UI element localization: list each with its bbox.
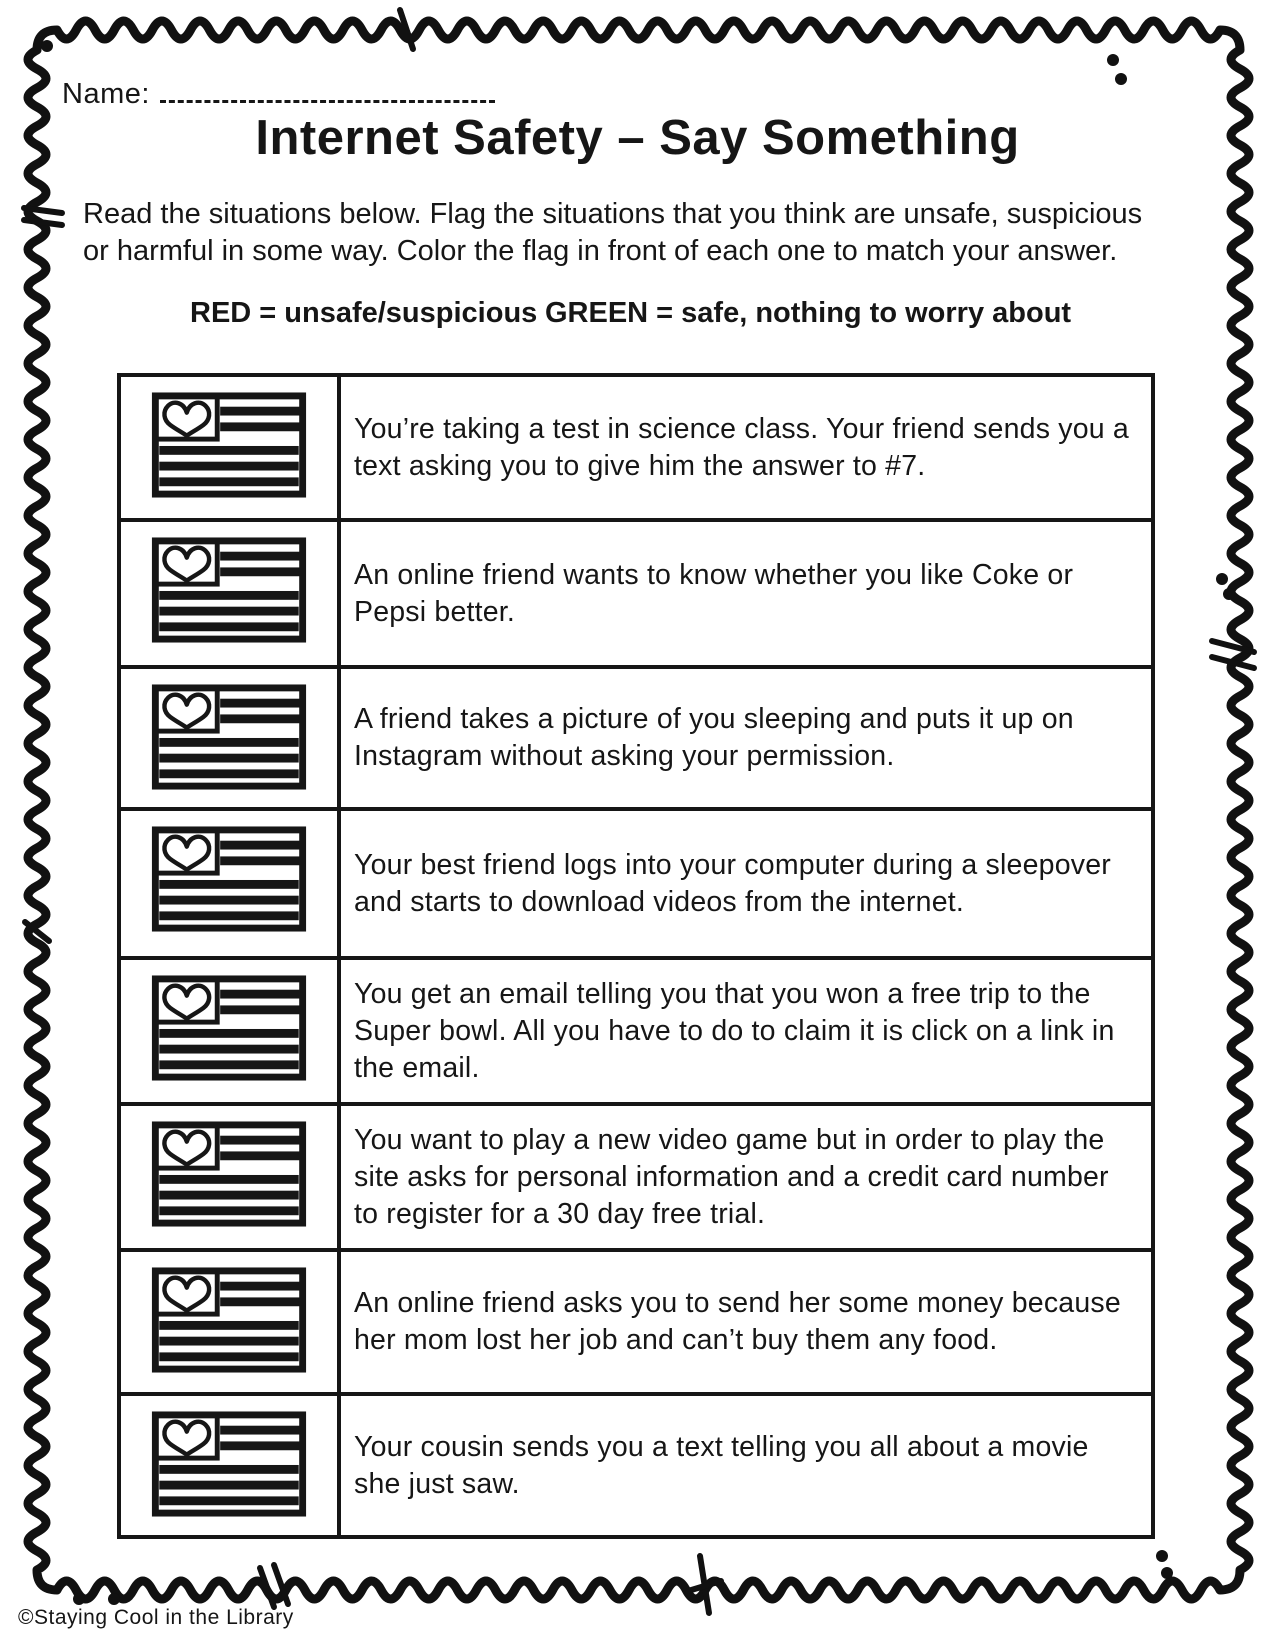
table-row [119,667,1153,809]
name-input-blank[interactable] [160,76,495,103]
heart-flag-icon[interactable] [150,391,308,499]
flag-cell [119,667,339,809]
situation-text: You want to play a new video game but in order to play the site asks for personal information and a credit card number to register for a 30 day free trial. [339,1104,1153,1250]
table-row [119,520,1153,667]
color-legend [0,297,1275,337]
heart-flag-icon[interactable] [150,536,308,644]
table-row [119,809,1153,958]
situation-text: An online friend wants to know whether you like Coke or Pepsi better. [339,520,1153,667]
flag-cell [119,1250,339,1394]
table-row [119,1104,1153,1250]
flag-cell [119,520,339,667]
situations-table [117,373,1155,1539]
legend-green: GREEN = safe, nothing to worry about [545,297,1072,329]
table-row [119,1394,1153,1537]
heart-flag-icon[interactable] [150,1410,308,1518]
heart-flag-icon[interactable] [150,1120,308,1228]
heart-flag-icon[interactable] [150,1266,308,1374]
situation-text: Your best friend logs into your computer during a sleepover and starts to download videos from the internet. [339,809,1153,958]
footer-credit: ©Staying Cool in the Library [18,1606,294,1629]
flag-cell [119,809,339,958]
heart-flag-icon[interactable] [150,825,308,933]
heart-flag-icon[interactable] [150,974,308,1082]
name-row [62,76,495,111]
table-row [119,958,1153,1104]
flag-cell [119,958,339,1104]
flag-cell [119,1104,339,1250]
situation-text: You get an email telling you that you won a free trip to the Super bowl. All you have to do to claim it is click on a link in the email. [339,958,1153,1104]
flag-cell [119,375,339,520]
name-label: Name: [62,78,150,110]
table-row [119,375,1153,520]
situation-text: A friend takes a picture of you sleeping and puts it up on Instagram without asking your permission. [339,667,1153,809]
table-row [119,1250,1153,1394]
situation-text: An online friend asks you to send her some money because her mom lost her job and can’t buy them any food. [339,1250,1153,1394]
legend-red: RED = unsafe/suspicious [190,297,538,329]
page-title: Internet Safety – Say Something [255,111,1020,165]
situation-text: You’re taking a test in science class. Your friend sends you a text asking you to give him the answer to #7. [339,375,1153,520]
flag-cell [119,1394,339,1537]
heart-flag-icon[interactable] [150,683,308,791]
instructions-text: Read the situations below. Flag the situations that you think are unsafe, suspicious or harmful in some way. Color the flag in front of each one to match your answer. [83,198,1143,267]
situation-text: Your cousin sends you a text telling you all about a movie she just saw. [339,1394,1153,1537]
